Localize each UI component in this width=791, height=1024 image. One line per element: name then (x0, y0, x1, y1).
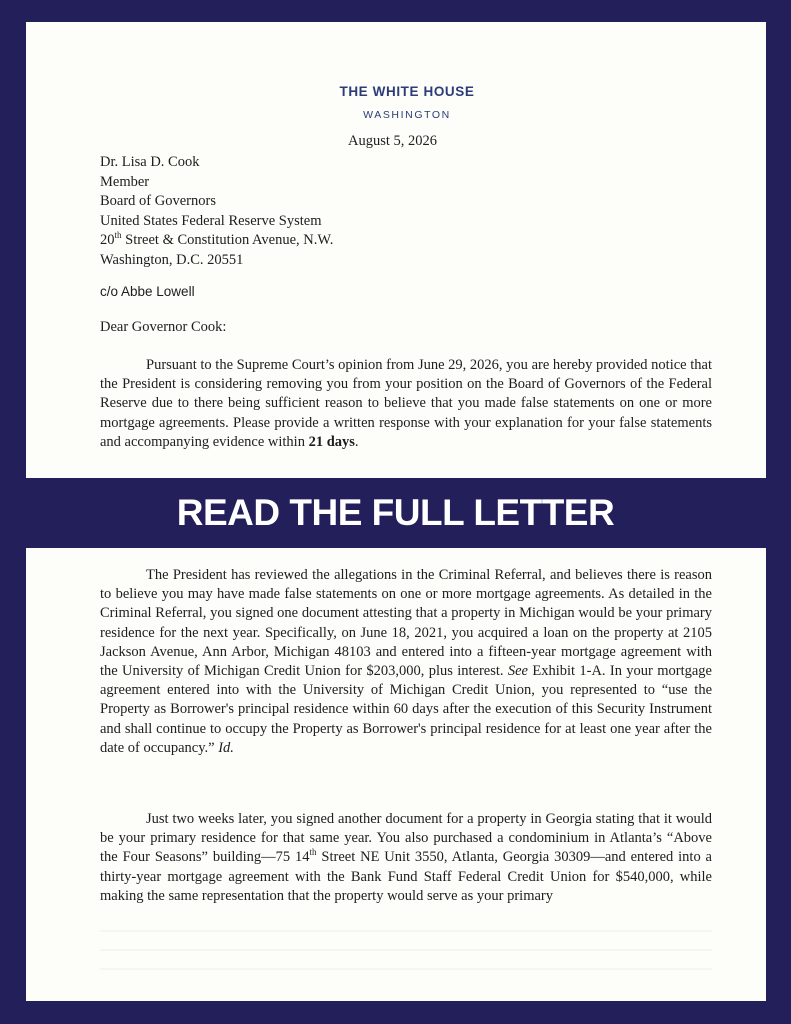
paragraph-text: Pursuant to the Supreme Court’s opinion from June 29, 2026, you are hereby provided notice that the President is considering removing you from your position on the Board of Governors of the Federal Reserve due to there being sufficient reason to believe that you made false statements on one or more mortgage agreements. Please provide a written response with your explanation for your false statements and accompanying evidence within (100, 357, 712, 450)
paragraph-text: Exhibit 1-A. In your mortgage agreement entered into with the University of Michigan Credit Union, you represented to “use the Property as Borrower's principal residence within 60 days after the execution of this Security Instrument and shall continue to occupy the Property as Borrower's principal residence for at least one year after the date of occupancy.” (100, 663, 712, 756)
id-italic: Id. (218, 739, 234, 756)
address-line: Member (100, 173, 150, 190)
letter-page-top (26, 22, 766, 478)
address-line: Dr. Lisa D. Cook (100, 154, 200, 170)
paragraph-text: Just two weeks later, you signed another document for a property in Georgia stating that it would be your primary residence for that same year. You also purchased a condominium in Atlanta’s “Above the Four Seasons” building—75 14 (100, 811, 712, 866)
see-italic: See (507, 663, 528, 680)
deadline-bold: 21 days (308, 433, 355, 450)
faded-text-area (100, 930, 712, 974)
salutation: Dear Governor Cook: (100, 319, 227, 335)
read-full-letter-banner[interactable]: READ THE FULL LETTER (176, 492, 615, 533)
paragraph-text: The President has reviewed the allegations in the Criminal Referral, and believes there is reason to believe you may have made false statements on one or more mortgage agreements. As detailed in the Criminal Referral, you signed one document attesting that a property in Michigan would be your primary residence for the next year. Specifically, on June 18, 2021, you acquired a loan on the property at 2105 Jackson Avenue, Ann Arbor, Michigan 48103 and entered into a fifteen-year mortgage agreement with the University of Michigan Credit Union for $203,000, plus interest. (100, 567, 712, 680)
letter-page-bottom (26, 548, 766, 1001)
paragraph-notice (100, 356, 712, 452)
address-line: Board of Governors (100, 193, 216, 209)
address-line: United States Federal Reserve System (100, 212, 322, 229)
letterhead-title: THE WHITE HOUSE (339, 84, 475, 99)
paragraph-end: . (354, 433, 359, 450)
care-of-line: c/o Abbe Lowell (100, 284, 195, 299)
letterhead-subtitle: WASHINGTON (363, 109, 451, 121)
paragraph-text: Street NE Unit 3550, Atlanta, Georgia 30309—and entered into a thirty-year mortgage agreement with the Bank Fund Staff Federal Credit Union for $540,000, while making the same representation that the property would serve as your primary (100, 849, 712, 904)
street-number: 20 (100, 232, 115, 248)
letter-date: August 5, 2026 (348, 133, 438, 149)
address-line: Washington, D.C. 20551 (100, 251, 244, 268)
paragraph-georgia (100, 810, 712, 906)
address-line (100, 231, 333, 251)
street-ordinal: th (309, 847, 317, 858)
street-ordinal: th (114, 230, 122, 241)
street-rest: Street & Constitution Avenue, N.W. (121, 232, 334, 248)
recipient-address (100, 153, 333, 270)
paragraph-allegations (100, 566, 712, 758)
